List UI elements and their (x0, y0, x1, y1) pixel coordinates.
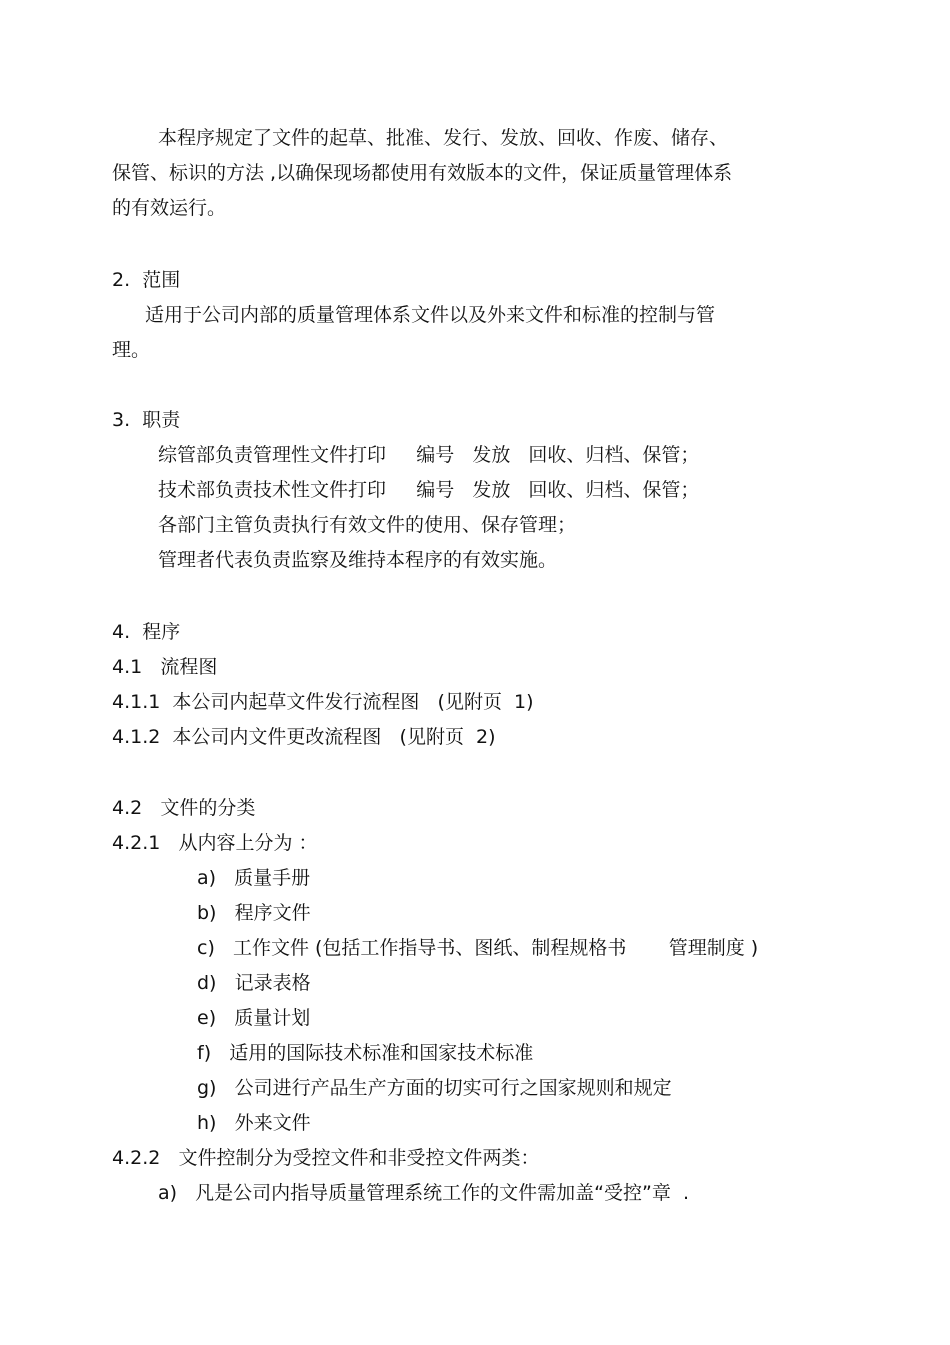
section-4-1-2: 4.1.2 本公司内文件更改流程图 (见附页 2) (112, 726, 496, 748)
duties-heading: 3. 职责 (112, 409, 181, 431)
section-4-2: 4.2 文件的分类 (112, 797, 256, 819)
scope-line-2: 理。 (112, 339, 151, 361)
duty-item: 综管部负责管理性文件打印 编号 发放 回收、归档、保管； (158, 444, 700, 466)
intro-line-1: 本程序规定了文件的起草、批准、发行、发放、回收、作废、储存、 (158, 127, 729, 149)
section-4-2-2: 4.2.2 文件控制分为受控文件和非受控文件两类： (112, 1147, 540, 1169)
duty-item: 技术部负责技术性文件打印 编号 发放 回收、归档、保管； (158, 479, 700, 501)
intro-line-3: 的有效运行。 (112, 197, 227, 219)
content-type-item: b) 程序文件 (197, 902, 311, 924)
section-4-1-1: 4.1.1 本公司内起草文件发行流程图 (见附页 1) (112, 691, 534, 713)
scope-line-1: 适用于公司内部的质量管理体系文件以及外来文件和标准的控制与管 (145, 304, 716, 326)
control-item-a: a) 凡是公司内指导质量管理系统工作的文件需加盖“受控”章 . (158, 1182, 689, 1204)
content-type-item: c) 工作文件 (包括工作指导书、图纸、制程规格书 管理制度 ) (197, 937, 759, 959)
duty-item: 管理者代表负责监察及维持本程序的有效实施。 (158, 549, 558, 571)
content-type-item: a) 质量手册 (197, 867, 311, 889)
intro-line-2: 保管、标识的方法 ,以确保现场都使用有效版本的文件，保证质量管理体系 (112, 162, 733, 184)
procedure-heading: 4. 程序 (112, 621, 181, 643)
content-type-item: f) 适用的国际技术标准和国家技术标准 (197, 1042, 534, 1064)
section-4-2-1: 4.2.1 从内容上分为 ： (112, 832, 318, 854)
content-type-item: d) 记录表格 (197, 972, 311, 994)
content-type-item: e) 质量计划 (197, 1007, 311, 1029)
scope-heading: 2. 范围 (112, 269, 181, 291)
duty-item: 各部门主管负责执行有效文件的使用、保存管理； (158, 514, 577, 536)
content-type-item: g) 公司进行产品生产方面的切实可行之国家规则和规定 (197, 1077, 672, 1099)
content-type-item: h) 外来文件 (197, 1112, 311, 1134)
section-4-1: 4.1 流程图 (112, 656, 218, 678)
